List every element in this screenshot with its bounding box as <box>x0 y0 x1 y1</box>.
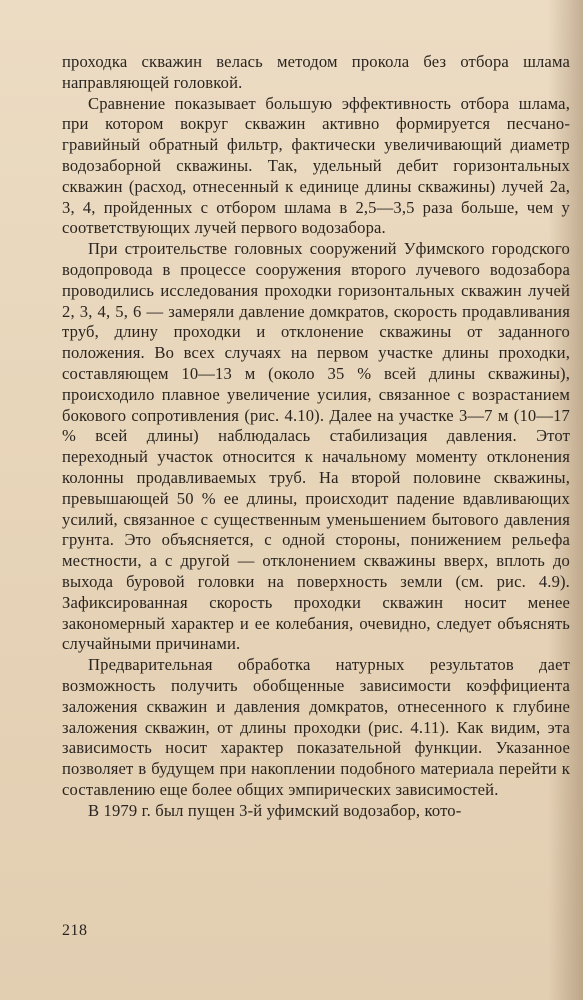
paragraph-4: Предварительная обработка натурных результатов дает возможность получить обобщенные зависимости коэффициента заложения скважин и давления домкратов, отнесенного к глубине заложения скважин, от длины проходки (рис. 4.11). Как видим, эта зависимость носит характер показательной функции. Указанное позволяет в будущем при накоплении подобного материала перейти к составлению еще более общих эмпирических зависимостей. <box>62 655 570 799</box>
body-text <box>62 52 570 821</box>
paragraph-3: При строительстве головных сооружений Уфимского городского водопровода в процессе сооружения второго лучевого водозабора проводились исследования проходки горизонтальных скважин лучей 2, 3, 4, 5, 6 — замеряли давление домкратов, скорость продавливания труб, длину проходки и отклонение скважины от заданного положения. Во всех случаях на первом участке длины проходки, составляющем 10—13 м (около 35 % всей длины скважины), происходило плавное увеличение усилия, связанное с возрастанием бокового сопротивления (рис. 4.10). Далее на участке 3—7 м (10—17 % всей длины) наблюдалась стабилизация давления. Этот переходный участок относится к начальному моменту отклонения колонны продавливаемых труб. На второй половине скважины, превышающей 50 % ее длины, происходит падение вдавливающих усилий, связанное с существенным уменьшением бытового давления грунта. Это объясняется, с одной стороны, понижением рельефа местности, а с другой — отклонением скважины вверх, вплоть до выхода буровой головки на поверхность земли (см. рис. 4.9). Зафиксированная скорость проходки скважин носит менее закономерный характер и ее колебания, очевидно, следует объяснять случайными причинами. <box>62 239 570 654</box>
paragraph-5: В 1979 г. был пущен 3-й уфимский водозабор, кото- <box>88 800 462 820</box>
paragraph-1: проходка скважин велась методом прокола без отбора шлама направляющей головкой. <box>62 52 570 92</box>
page-number: 218 <box>62 922 88 939</box>
paragraph-2: Сравнение показывает большую эффективность отбора шлама, при котором вокруг скважин активно формируется песчано-гравийный обратный фильтр, фактически увеличивающий диаметр водозаборной скважины. Так, удельный дебит горизонтальных скважин (расход, отнесенный к единице длины скважины) лучей 2а, 3, 4, пройденных с отбором шлама в 2,5—3,5 раза больше, чем у соответствующих лучей первого водозабора. <box>62 93 570 238</box>
